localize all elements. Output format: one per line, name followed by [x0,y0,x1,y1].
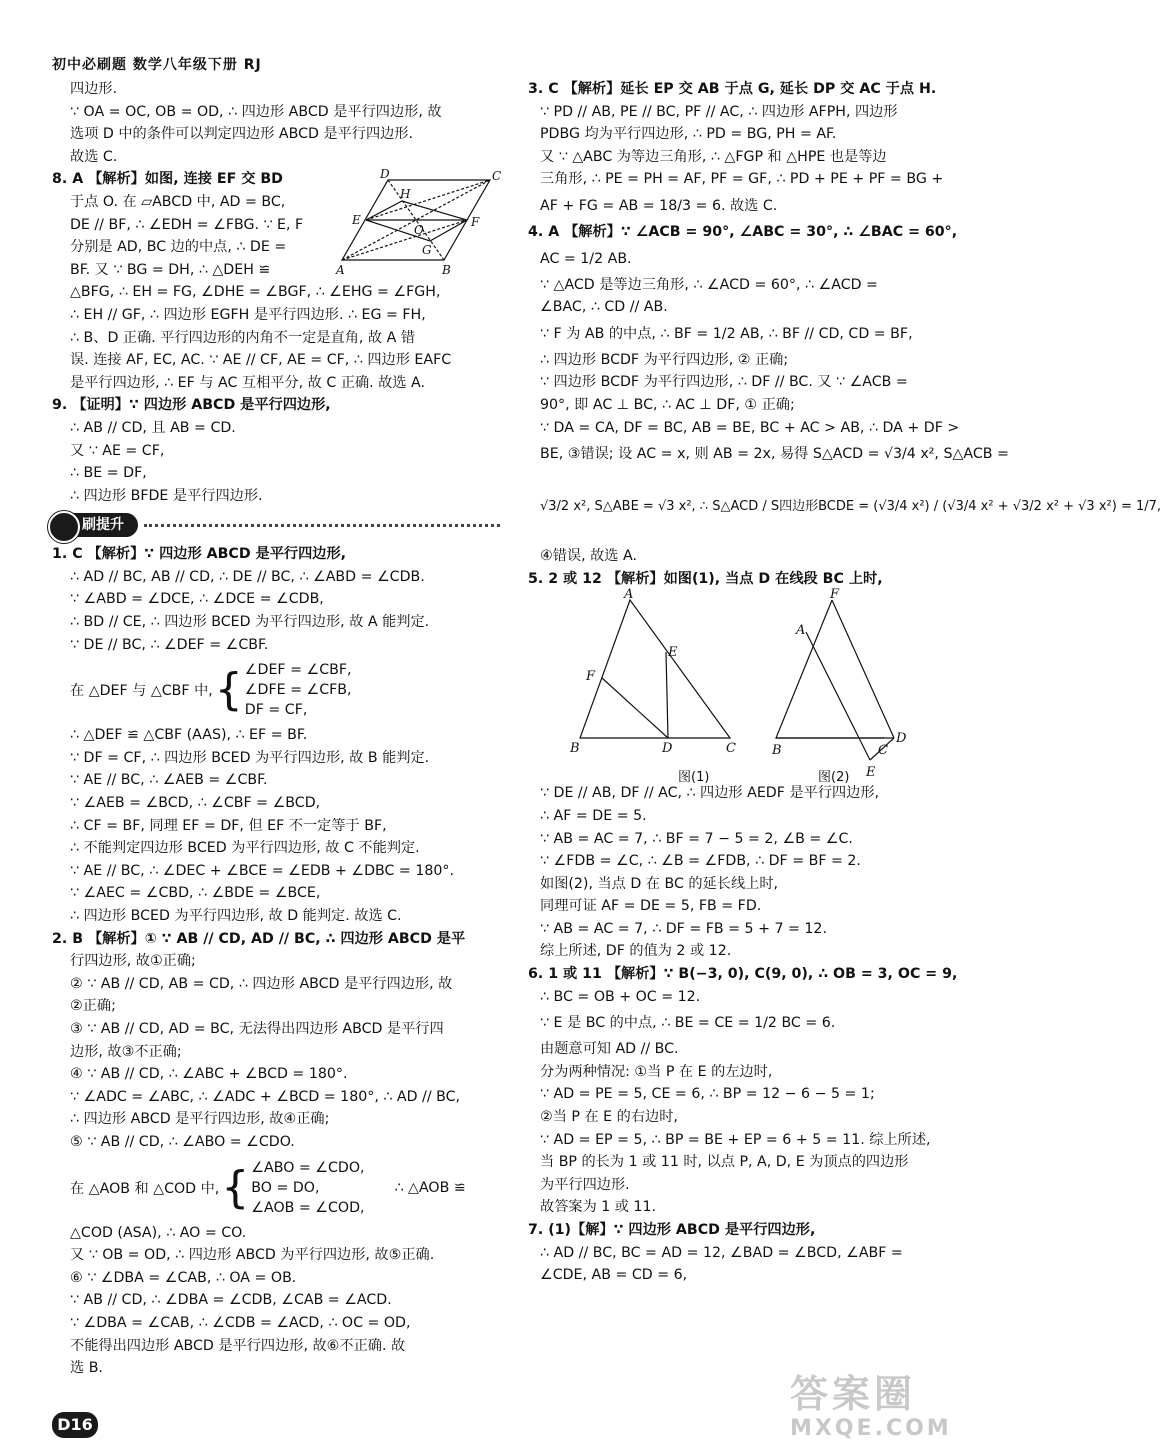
page-number: D16 [52,1412,98,1438]
text-line: ∵ DA = CA, DF = BC, AB = BE, BC + AC > AB, ∴ DA + DF > [540,419,960,436]
text-line: ∵ ∠DBA = ∠CAB, ∴ ∠CDB = ∠ACD, ∴ OC = OD, [70,1314,411,1331]
text-line: ∴ 四边形 BFDE 是平行四边形. [70,487,263,504]
point-label: B [772,743,782,759]
system-line: ∠ABO = ∠CDO, [251,1159,365,1176]
text-line: ∵ DE // BC, ∴ ∠DEF = ∠CBF. [70,636,269,653]
text-line: 四边形. [70,81,118,97]
point-label: D [896,731,907,747]
text-line: ∵ ∠AEB = ∠BCD, ∴ ∠CBF = ∠BCD, [70,795,321,812]
text-line: ∴ B、D 正确. 平行四边形的内角不一定是直角, 故 A 错 [70,329,416,346]
text-line: √3/2 x², S△ABE = √3 x², ∴ S△ACD / S四边形BCDE = (√3/4 x²) / (√3/4 x² + √3/2 x² + √3 x²) = 1/7, [540,499,1161,515]
text-line: 由题意可知 AD // BC. [540,1041,679,1058]
text-line: ∵ AB = AC = 7, ∴ BF = 7 − 5 = 2, ∠B = ∠C. [540,830,853,847]
text-line: BE, ③错误; 设 AC = x, 则 AB = 2x, 易得 S△ACD = √3/4 x², S△ACB = [540,446,1009,463]
text-line: △COD (ASA), ∴ AO = CO. [70,1224,247,1241]
text-line: ∠CDE, AB = CD = 6, [540,1267,688,1284]
text-line: 行四边形, 故①正确; [70,953,196,970]
dotted-divider [144,524,500,527]
point-label: F [586,669,596,685]
text-line: ∵ △ACD 是等边三角形, ∴ ∠ACD = 60°, ∴ ∠ACD = [540,276,878,293]
text-line: 误. 连接 AF, EC, AC. ∵ AE // CF, AE = CF, ∴ 四边形 EAFC [70,352,452,369]
text-line: ②当 P 在 E 的右边时, [540,1109,678,1126]
point-label: E [866,765,876,781]
text-line: ∵ AB = AC = 7, ∴ DF = FB = 5 + 7 = 12. [540,920,827,937]
question-4-heading: 4. A 【解析】∵ ∠ACB = 90°, ∠ABC = 30°, ∴ ∠BAC = 60°, [528,223,958,240]
text-line: 又 ∵ AE = CF, [70,442,165,459]
point-label: D [380,167,390,181]
text-line: ∴ 四边形 BCED 为平行四边形, 故 D 能判定. 故选 C. [70,908,402,924]
system-prefix: 在 △AOB 和 △COD 中, [70,1180,220,1197]
system-lines [245,660,352,720]
text-line: AC = 1/2 AB. [540,250,632,267]
text-line: ∵ DF = CF, ∴ 四边形 BCED 为平行四边形, 故 B 能判定. [70,749,430,766]
brace: { [214,664,243,716]
text-line: 不能得出四边形 ABCD 是平行四边形, 故⑥不正确. 故 [70,1337,406,1354]
text-line: 为平行四边形. [540,1176,630,1193]
text-line: ∴ EH // GF, ∴ 四边形 EGFH 是平行四边形. ∴ EG = FH, [70,306,426,323]
page-header: 初中必刷题 数学八年级下册 RJ [52,57,262,73]
text-line: AF + FG = AB = 18/3 = 6. 故选 C. [540,197,778,214]
text-line: DE // BF, ∴ ∠EDH = ∠FBG. ∵ E, F [70,216,304,233]
text-line: △BFG, ∴ EH = FG, ∠DHE = ∠BGF, ∴ ∠EHG = ∠FGH, [70,284,441,301]
text-line: 如图(2), 当点 D 在 BC 的延长线上时, [540,875,779,892]
text-line: ⑤ ∵ AB // CD, ∴ ∠ABO = ∠CDO. [70,1133,295,1150]
text-line: ∴ △DEF ≌ △CBF (AAS), ∴ EF = BF. [70,727,308,744]
point-label: D [662,741,673,757]
point-label: B [442,263,451,277]
watermark-logo: 答案圈 [790,1372,917,1416]
right-column [528,78,1161,1287]
system-line: BO = DO, [251,1179,320,1196]
text-line: ④错误, 故选 A. [540,548,637,565]
point-label: C [878,743,888,759]
text-line: ∵ ∠ADC = ∠ABC, ∴ ∠ADC + ∠BCD = 180°, ∴ AD // BC, [70,1088,461,1105]
text-line: ∴ AB // CD, 且 AB = CD. [70,419,236,436]
text-line: 当 BP 的长为 1 或 11 时, 以点 P, A, D, E 为顶点的四边形 [540,1154,909,1171]
parallelogram-figure [330,168,505,278]
text-line: 边形, 故③不正确; [70,1043,182,1060]
text-line: 选 B. [70,1360,103,1377]
question-3-heading: 3. C 【解析】延长 EP 交 AB 于点 G, 延长 DP 交 AC 于点 H. [528,81,937,97]
system-lines [251,1158,364,1218]
text-line: ∴ BC = OB + OC = 12. [540,988,701,1005]
text-line: ∵ AE // BC, ∴ ∠AEB = ∠CBF. [70,772,268,789]
text-line: ③ ∵ AB // CD, AD = BC, 无法得出四边形 ABCD 是平行四 [70,1020,444,1037]
question-1-heading: 1. C 【解析】∵ 四边形 ABCD 是平行四边形, [52,546,347,563]
text-line: ⑥ ∵ ∠DBA = ∠CAB, ∴ OA = OB. [70,1269,297,1286]
question-2-heading: 2. B 【解析】① ∵ AB // CD, AD // BC, ∴ 四边形 ABCD 是平 [52,930,466,947]
point-label: G [422,243,432,257]
system-line: ∠DFE = ∠CFB, [244,682,352,699]
system-line: ∠DEF = ∠CBF, [244,662,352,679]
text-line: BF. 又 ∵ BG = DH, ∴ △DEH ≌ [70,261,271,278]
text-line: ∴ BE = DF, [70,465,147,482]
point-label: E [352,213,361,227]
system-suffix: ∴ △AOB ≌ [394,1179,466,1196]
system-line: ∠AOB = ∠COD, [251,1199,365,1216]
text-line: 综上所述, DF 的值为 2 或 12. [540,943,732,960]
text-line: ∵ AD = EP = 5, ∴ BP = BE + EP = 6 + 5 = 11. 综上所述, [540,1131,931,1148]
text-line: ∴ 四边形 BCDF 为平行四边形, ② 正确; [540,351,789,368]
text-line: ∵ 四边形 BCDF 为平行四边形, ∴ DF // BC. 又 ∵ ∠ACB = [540,374,908,391]
section-banner [52,513,500,539]
text-line: ∵ E 是 BC 的中点, ∴ BE = CE = 1/2 BC = 6. [540,1015,836,1032]
text-line: ∵ AB // CD, ∴ ∠DBA = ∠CDB, ∠CAB = ∠ACD. [70,1292,392,1309]
text-line: ∴ 不能判定四边形 BCED 为平行四边形, 故 C 不能判定. [70,840,420,857]
point-label: A [624,587,634,603]
figure-caption: 图(2) [818,770,850,786]
point-label: C [492,169,502,183]
triangle-figures [540,587,980,786]
text-line: ∵ AD = PE = 5, CE = 6, ∴ BP = 12 − 6 − 5 = 1; [540,1086,875,1103]
text-line: 分别是 AD, BC 边的中点, ∴ DE = [70,239,287,256]
text-line: ∴ CF = BF, 同理 EF = DF, 但 EF 不一定等于 BF, [70,817,387,834]
text-line: ∴ BD // CE, ∴ 四边形 BCED 为平行四边形, 故 A 能判定. [70,614,430,631]
text-line: 分为两种情况: ①当 P 在 E 的左边时, [540,1063,773,1080]
question-8-heading: 8. A 【解析】如图, 连接 EF 交 BD [52,171,283,188]
text-line: 是平行四边形, ∴ EF 与 AC 互相平分, 故 C 正确. 故选 A. [70,374,426,391]
system-line: DF = CF, [244,702,308,719]
point-label: F [830,587,840,603]
point-label: A [796,623,806,639]
point-label: H [400,187,411,201]
point-label: O [414,223,424,237]
text-line: ②正确; [70,998,116,1015]
question-6-heading: 6. 1 或 11 【解析】∵ B(−3, 0), C(9, 0), ∴ OB = 3, OC = 9, [528,966,958,983]
text-line: ∵ PD // AB, PE // BC, PF // AC, ∴ 四边形 AFPH, 四边形 [540,103,898,120]
point-label: A [336,263,345,277]
text-line: 三角形, ∴ PE = PH = AF, PF = GF, ∴ PD + PE + PF = BG + [540,171,944,188]
text-line: ∵ AE // BC, ∴ ∠DEC + ∠BCE = ∠EDB + ∠DBC = 180°. [70,862,455,879]
figure-caption: 图(1) [678,770,710,786]
question-7-heading: 7. (1)【解】∵ 四边形 ABCD 是平行四边形, [528,1222,816,1238]
system-prefix: 在 △DEF 与 △CBF 中, [70,683,213,700]
text-line: ∴ AF = DE = 5. [540,807,647,824]
question-5-heading: 5. 2 或 12 【解析】如图(1), 当点 D 在线段 BC 上时, [528,570,883,587]
banner-label: 刷提升 [82,517,124,534]
text-line: PDBG 均为平行四边形, ∴ PD = BG, PH = AF. [540,126,837,143]
text-line: ∵ OA = OC, OB = OD, ∴ 四边形 ABCD 是平行四边形, 故 [70,103,442,120]
text-line: ② ∵ AB // CD, AB = CD, ∴ 四边形 ABCD 是平行四边形, 故 [70,975,453,992]
text-line: 同理可证 AF = DE = 5, FB = FD. [540,898,762,915]
text-line: ∵ F 为 AB 的中点, ∴ BF = 1/2 AB, ∴ BF // CD, CD = BF, [540,325,913,342]
watermark-url: MXQE.COM [790,1416,952,1441]
equation-system [70,656,500,724]
point-label: B [570,741,580,757]
text-line: ∴ 四边形 ABCD 是平行四边形, 故④正确; [70,1111,330,1128]
text-line: ∠BAC, ∴ CD // AB. [540,299,668,316]
text-line: 选项 D 中的条件可以判定四边形 ABCD 是平行四边形. [70,126,414,143]
text-line: ∵ ∠FDB = ∠C, ∴ ∠B = ∠FDB, ∴ DF = BF = 2. [540,853,861,870]
point-label: E [668,645,678,661]
banner-pill [52,513,138,537]
text-line: ∵ DE // AB, DF // AC, ∴ 四边形 AEDF 是平行四边形, [540,785,880,802]
text-line: ∵ ∠AEC = ∠CBD, ∴ ∠BDE = ∠BCE, [70,885,321,902]
brace: { [221,1161,250,1213]
text-line: 又 ∵ OB = OD, ∴ 四边形 ABCD 为平行四边形, 故⑤正确. [70,1247,435,1264]
triangle-figures-svg [540,587,980,782]
text-line: 于点 O. 在 ▱ABCD 中, AD = BC, [70,193,286,210]
equation-system [70,1154,500,1222]
text-line: 又 ∵ △ABC 为等边三角形, ∴ △FGP 和 △HPE 也是等边 [540,148,887,165]
point-label: F [471,215,480,229]
text-line: 90°, 即 AC ⊥ BC, ∴ AC ⊥ DF, ① 正确; [540,396,795,413]
point-label: C [726,741,736,757]
text-line: 故选 C. [70,148,118,165]
pencil-icon [48,511,80,543]
text-line: ∵ ∠ABD = ∠DCE, ∴ ∠DCE = ∠CDB, [70,591,324,608]
text-line: ④ ∵ AB // CD, ∴ ∠ABC + ∠BCD = 180°. [70,1066,348,1083]
text-line: ∴ AD // BC, AB // CD, ∴ DE // BC, ∴ ∠ABD = ∠CDB. [70,568,425,585]
text-line: ∴ AD // BC, BC = AD = 12, ∠BAD = ∠BCD, ∠ABF = [540,1244,903,1261]
question-9-heading: 9. 【证明】∵ 四边形 ABCD 是平行四边形, [52,397,331,414]
watermark [790,1372,980,1446]
text-line: 故答案为 1 或 11. [540,1199,657,1216]
